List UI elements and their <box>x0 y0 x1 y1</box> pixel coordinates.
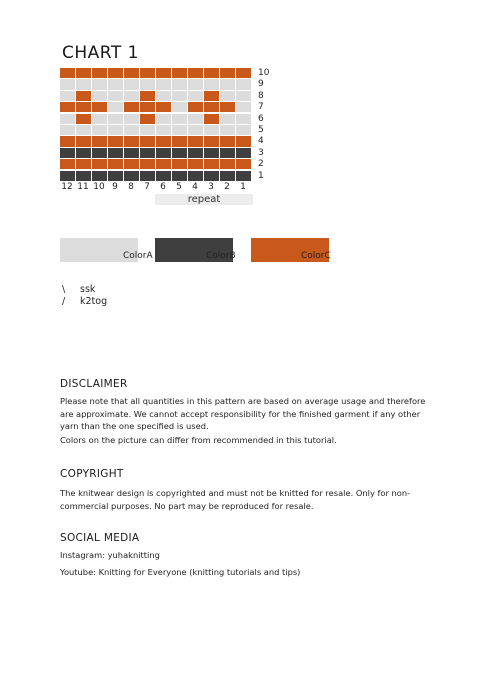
ssk-symbol: \ <box>62 284 66 295</box>
chart-cell <box>204 171 219 181</box>
copyright-heading: COPYRIGHT <box>60 468 124 480</box>
chart-cell <box>172 79 187 89</box>
chart-cell <box>124 114 139 124</box>
chart-cell <box>172 68 187 78</box>
chart-cell <box>204 91 219 101</box>
chart-cell <box>236 79 251 89</box>
chart-cell <box>92 136 107 146</box>
column-number: 3 <box>208 182 214 192</box>
column-number: 11 <box>77 182 89 192</box>
chart-cell <box>188 102 203 112</box>
chart-cell <box>188 114 203 124</box>
chart-cell <box>140 136 155 146</box>
column-number: 5 <box>176 182 182 192</box>
chart-cell <box>204 68 219 78</box>
chart-title: CHART 1 <box>62 43 139 63</box>
chart-cell <box>60 171 75 181</box>
chart-cell <box>140 79 155 89</box>
chart-cell <box>220 102 235 112</box>
chart-cell <box>124 79 139 89</box>
chart-cell <box>156 159 171 169</box>
chart-cell <box>124 68 139 78</box>
k2tog-label: k2tog <box>80 296 108 307</box>
chart-cell <box>60 91 75 101</box>
chart-cell <box>172 159 187 169</box>
chart-cell <box>188 91 203 101</box>
chart-cell <box>108 159 123 169</box>
chart-cell <box>188 79 203 89</box>
chart-cell <box>220 136 235 146</box>
disclaimer-heading: DISCLAIMER <box>60 378 128 390</box>
chart-cell <box>172 125 187 135</box>
chart-cell <box>188 136 203 146</box>
chart-cell <box>204 114 219 124</box>
column-number: 8 <box>128 182 134 192</box>
chart-cell <box>76 102 91 112</box>
chart-cell <box>156 91 171 101</box>
chart-cell <box>60 79 75 89</box>
chart-cell <box>220 125 235 135</box>
chart-cell <box>140 114 155 124</box>
chart-cell <box>220 91 235 101</box>
chart-cell <box>204 148 219 158</box>
chart-cell <box>92 159 107 169</box>
chart-cell <box>156 79 171 89</box>
chart-cell <box>188 148 203 158</box>
chart-cell <box>172 136 187 146</box>
color-c-label: ColorC <box>301 251 331 261</box>
chart-cell <box>220 148 235 158</box>
color-b-label: ColorB <box>206 251 236 261</box>
chart-cell <box>140 148 155 158</box>
chart-cell <box>188 125 203 135</box>
chart-cell <box>140 68 155 78</box>
chart-cell <box>76 159 91 169</box>
chart-cell <box>172 148 187 158</box>
chart-cell <box>76 79 91 89</box>
chart-cell <box>204 136 219 146</box>
column-number: 4 <box>192 182 198 192</box>
chart-cell <box>140 102 155 112</box>
chart-cell <box>124 148 139 158</box>
row-number: 3 <box>258 147 264 158</box>
chart-cell <box>92 79 107 89</box>
row-number: 10 <box>258 68 270 78</box>
chart-cell <box>92 68 107 78</box>
chart-cell <box>108 171 123 181</box>
repeat-bar: repeat <box>155 194 253 205</box>
chart-cell <box>204 159 219 169</box>
chart-cell <box>236 68 251 78</box>
chart-cell <box>124 136 139 146</box>
chart-cell <box>156 148 171 158</box>
ssk-label: ssk <box>80 284 96 295</box>
chart-cell <box>188 159 203 169</box>
column-number: 12 <box>61 182 73 192</box>
chart-cell <box>204 125 219 135</box>
chart-cell <box>60 148 75 158</box>
column-number: 1 <box>240 182 246 192</box>
chart-cell <box>156 171 171 181</box>
chart-cell <box>220 79 235 89</box>
chart-cell <box>220 68 235 78</box>
row-number: 2 <box>258 159 264 170</box>
chart-cell <box>76 148 91 158</box>
youtube-line: Youtube: Knitting for Everyone (knitting tutorials and tips) <box>60 567 301 577</box>
row-number: 7 <box>258 102 264 113</box>
chart-cell <box>156 68 171 78</box>
chart-cell <box>60 159 75 169</box>
chart-cell <box>60 136 75 146</box>
social-media-heading: SOCIAL MEDIA <box>60 532 140 544</box>
row-number: 1 <box>258 170 264 181</box>
chart-cell <box>140 159 155 169</box>
chart-cell <box>236 136 251 146</box>
chart-cell <box>172 171 187 181</box>
chart-cell <box>172 91 187 101</box>
chart-cell <box>124 171 139 181</box>
chart-cell <box>76 91 91 101</box>
column-number: 9 <box>112 182 118 192</box>
chart-cell <box>220 159 235 169</box>
chart-cell <box>92 125 107 135</box>
color-a-label: ColorA <box>123 251 153 261</box>
chart-cell <box>92 148 107 158</box>
chart-cell <box>140 91 155 101</box>
chart-cell <box>108 102 123 112</box>
row-number: 8 <box>258 90 264 101</box>
chart-cell <box>124 159 139 169</box>
chart-cell <box>124 91 139 101</box>
chart-cell <box>220 171 235 181</box>
copyright-paragraph: The knitwear design is copyrighted and must not be knitted for resale. Only for non-commercial purposes. No part may be reproduced for resale. <box>60 488 411 511</box>
column-number: 10 <box>93 182 105 192</box>
column-number: 6 <box>160 182 166 192</box>
row-number: 5 <box>258 125 264 135</box>
chart-cell <box>108 79 123 89</box>
chart-cell <box>108 68 123 78</box>
chart-cell <box>156 125 171 135</box>
chart-cell <box>108 148 123 158</box>
chart-cell <box>220 114 235 124</box>
row-number: 4 <box>258 136 264 147</box>
chart-cell <box>92 114 107 124</box>
row-number: 6 <box>258 113 264 124</box>
chart-cell <box>108 136 123 146</box>
chart-cell <box>108 125 123 135</box>
chart-cell <box>76 114 91 124</box>
chart-cell <box>156 102 171 112</box>
chart-cell <box>156 136 171 146</box>
chart-cell <box>92 171 107 181</box>
chart-cell <box>236 125 251 135</box>
chart-cell <box>60 125 75 135</box>
chart-cell <box>236 171 251 181</box>
chart-cell <box>204 102 219 112</box>
chart-cell <box>172 114 187 124</box>
chart-cell <box>172 102 187 112</box>
chart-cell <box>236 114 251 124</box>
k2tog-legend <box>62 296 107 307</box>
k2tog-symbol: / <box>62 296 66 307</box>
chart-cell <box>188 171 203 181</box>
chart-cell <box>236 91 251 101</box>
chart-cell <box>60 102 75 112</box>
chart-cell <box>92 91 107 101</box>
chart-cell <box>76 136 91 146</box>
chart-cell <box>76 125 91 135</box>
chart-cell <box>204 79 219 89</box>
instagram-line: Instagram: yuhaknitting <box>60 550 160 560</box>
chart-cell <box>140 171 155 181</box>
chart-cell <box>76 171 91 181</box>
chart-cell <box>124 102 139 112</box>
chart-cell <box>236 159 251 169</box>
column-number: 2 <box>224 182 230 192</box>
chart-cell <box>188 68 203 78</box>
disclaimer-paragraph-1: Please note that all quantities in this pattern are based on average usage and therefore are approximate. We cannot accept responsibility for the finished garment if any other yarn than the one specified is used. <box>60 396 426 431</box>
chart-cell <box>108 114 123 124</box>
chart-cell <box>108 91 123 101</box>
row-number: 9 <box>258 79 264 90</box>
column-number: 7 <box>144 182 150 192</box>
ssk-legend <box>62 284 95 295</box>
chart-cell <box>124 125 139 135</box>
chart-cell <box>140 125 155 135</box>
chart-cell <box>60 68 75 78</box>
chart-cell <box>236 102 251 112</box>
disclaimer-paragraph-2: Colors on the picture can differ from recommended in this tutorial. <box>60 435 337 445</box>
chart-cell <box>156 114 171 124</box>
chart-cell <box>76 68 91 78</box>
chart-cell <box>92 102 107 112</box>
chart-cell <box>236 148 251 158</box>
chart-cell <box>60 114 75 124</box>
